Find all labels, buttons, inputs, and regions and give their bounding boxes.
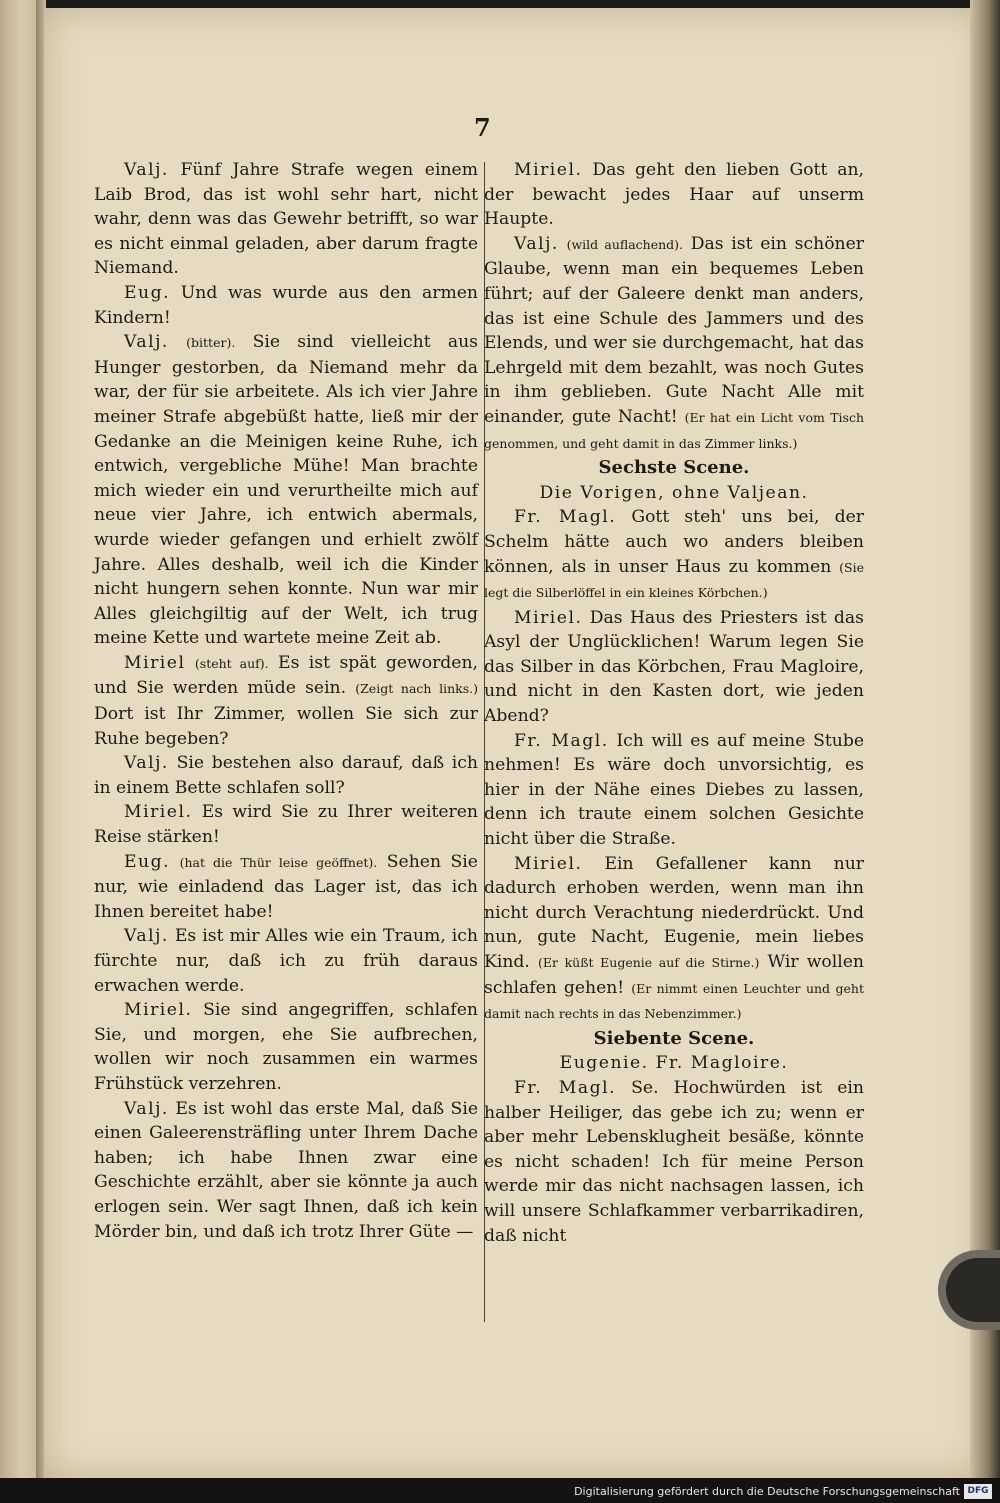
speaker: Valj.	[124, 160, 169, 180]
dialogue-paragraph	[94, 1097, 478, 1245]
footer-credit: Digitalisierung gefördert durch die Deutsche Forschungsgemeinschaft	[574, 1485, 960, 1498]
speaker: Fr. Magl.	[514, 1077, 617, 1098]
dialogue-text: Ein Gefallener kann nur dadurch erhoben werden, wenn man ihn nicht durch Verachtung niederdrückt. Und nun, gute Nacht, Eugenie, mein liebes Kind.	[484, 853, 865, 972]
speaker: Fr. Magl.	[514, 730, 609, 751]
right-column	[484, 158, 864, 1248]
dialogue-paragraph	[94, 158, 478, 281]
scene-cast: Die Vorigen, ohne Valjean.	[539, 482, 809, 503]
speaker: Fr. Magl.	[514, 507, 617, 528]
stage-direction: (Er hat ein Licht vom Tisch genommen, und geht damit in das Zimmer links.)	[484, 409, 865, 451]
dialogue-text: Se. Hochwürden ist ein halber Heiliger, das gebe ich zu; wenn er aber mehr Lebensklugheit besäße, könnte es nicht schaden! Ich für meine Person werde mir das nicht nachsagen lassen, ich will unsere Schlafkammer verbarrikadiren, daß nicht	[484, 1077, 864, 1246]
stage-direction: (Zeigt nach links.)	[355, 681, 478, 697]
page-number: 7	[474, 113, 491, 142]
dialogue-paragraph	[94, 330, 478, 651]
dialogue-paragraph	[484, 729, 864, 852]
stage-direction: (Er küßt Eugenie auf die Stirne.)	[537, 955, 760, 970]
dialogue-paragraph	[94, 651, 478, 751]
dialogue-text: Es ist spät geworden, und Sie werden müde sein.	[94, 652, 478, 699]
dialogue-paragraph	[484, 505, 864, 605]
stage-direction: (bitter).	[186, 335, 236, 351]
speaker: Valj.	[514, 233, 559, 254]
dialogue-text: Das ist ein schöner Glaube, wenn man ein bequemes Leben führt; auf der Galeere denkt man anders, das ist eine Schule des Jammers und des Elends, und wer sie durchgemacht, hat das Lehrgeld mit dem bezahlt, was noch Gutes in ihm geblieben. Gute Nacht Alle mit einander, gute Nacht!	[484, 233, 864, 427]
dialogue-text: Sehen Sie nur, wie einladend das Lager ist, das ich Ihnen bereitet habe!	[94, 851, 478, 922]
dialogue-text: Sie sind vielleicht aus Hunger gestorben, da Niemand mehr da war, der für sie arbeitete. Als ich vier Jahre meiner Strafe abgebüßt hatte, ließ mir der Gedanke an die Meinigen keine Ruhe, ich entwich, vergebliche Mühe! Man brachte mich wieder ein und verurtheilte mich auf neue vier Jahre, ich entwich abermals, wurde wieder gefangen und erhielt zwölf Jahre. Alles deshalb, weil ich die Kinder nicht hungern sehen konnte. Nun war mir Alles gleichgiltig auf der Welt, ich trug meine Kette und wartete meine Zeit ab.	[94, 332, 479, 649]
dialogue-text: Sie bestehen also darauf, daß ich in einem Bette schlafen soll?	[94, 753, 478, 798]
dialogue-paragraph	[94, 924, 478, 998]
dialogue-paragraph	[94, 281, 478, 330]
dialogue-paragraph	[484, 606, 864, 729]
dialogue-text: Dort ist Ihr Zimmer, wollen Sie sich zur Ruhe begeben?	[94, 704, 478, 749]
stage-direction: (Sie legt die Silberlöffel in ein kleines Körbchen.)	[484, 559, 864, 601]
scene-cast: Eugenie. Fr. Magloire.	[559, 1053, 789, 1074]
dialogue-paragraph	[94, 850, 478, 925]
dialogue-paragraph	[484, 852, 864, 1027]
stage-direction: (steht auf).	[194, 655, 269, 671]
dialogue-paragraph	[94, 800, 478, 849]
speaker: Valj.	[124, 1098, 169, 1119]
dialogue-paragraph	[484, 158, 864, 232]
dialogue-text: Es wird Sie zu Ihrer weiteren Reise stärken!	[94, 802, 479, 848]
dialogue-text: Das geht den lieben Gott an, der bewacht jedes Haar auf unserm Haupte.	[484, 160, 864, 230]
dfg-logo: DFG	[964, 1484, 992, 1499]
dialogue-paragraph	[94, 751, 478, 800]
stage-direction: (Er nimmt einen Leuchter und geht damit nach rechts in das Nebenzimmer.)	[484, 980, 865, 1022]
scene-heading: Siebente Scene.	[593, 1027, 755, 1049]
dialogue-paragraph	[94, 998, 478, 1096]
speaker: Miriel.	[124, 1000, 193, 1021]
dialogue-text: Sie sind angegriffen, schlafen Sie, und morgen, ehe Sie aufbrechen, wollen wir noch zusammen ein warmes Frühstück verzehren.	[94, 1000, 478, 1094]
dialogue-paragraph	[484, 1076, 864, 1248]
speaker: Miriel	[124, 652, 186, 673]
dialogue-text: Es ist wohl das erste Mal, daß Sie einen Galeerensträfling unter Ihrem Dache haben; ich habe Ihnen zwar eine Geschichte erzählt, aber sie könnte ja auch erlogen sein. Wer sagt Ihnen, daß ich kein Mörder bin, und daß ich trotz Ihrer Güte —	[94, 1098, 479, 1242]
speaker: Valj.	[124, 753, 169, 774]
speaker: Miriel.	[514, 853, 583, 874]
speaker: Miriel.	[514, 160, 583, 180]
left-column	[94, 158, 478, 1244]
dialogue-paragraph	[484, 232, 864, 456]
dialogue-text: Wir wollen schlafen gehen!	[484, 952, 865, 998]
stage-direction: (hat die Thür leise geöffnet).	[179, 854, 378, 870]
dialogue-text: Ich will es auf meine Stube nehmen! Es wäre doch unvorsichtig, es hier in der Nähe eines Diebes zu lassen, denn ich traute einem solchen Gesichte nicht über die Straße.	[484, 730, 864, 850]
stage-direction: (wild auflachend).	[566, 236, 684, 252]
dialogue-text: Gott steh' uns bei, der Schelm hätte auch wo anders bleiben können, als in unser Haus zu kommen	[484, 507, 865, 577]
dialogue-text: Fünf Jahre Strafe wegen einem Laib Brod, das ist wohl sehr hart, nicht wahr, denn was das Gewehr betrifft, so war es nicht einmal geladen, aber darum fragte Niemand.	[94, 160, 478, 279]
speaker: Eug.	[124, 282, 171, 303]
dialogue-text: Es ist mir Alles wie ein Traum, ich fürchte nur, daß ich zu früh daraus erwachen werde.	[94, 926, 478, 996]
speaker: Valj.	[124, 332, 169, 353]
speaker: Eug.	[124, 851, 171, 872]
speaker: Miriel.	[124, 802, 193, 823]
speaker: Valj.	[124, 926, 169, 947]
scene-heading: Sechste Scene.	[598, 457, 750, 479]
dialogue-text: Das Haus des Priesters ist das Asyl der Unglücklichen! Warum legen Sie das Silber in das Körbchen, Frau Magloire, und nicht in den Kasten dort, wie jeden Abend?	[484, 607, 865, 727]
speaker: Miriel.	[514, 607, 583, 628]
dialogue-text: Und was wurde aus den armen Kindern!	[94, 282, 478, 328]
